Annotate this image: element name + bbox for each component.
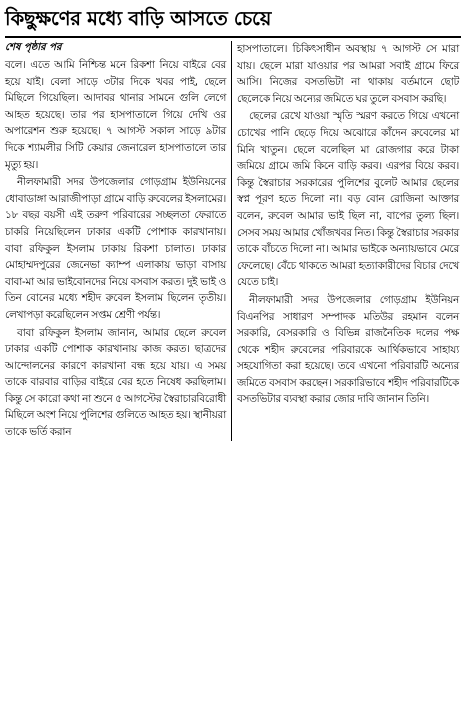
article-paragraph: নীলফামারী সদর উপজেলার গোড়গ্রাম ইউনিয়ন বিএনপির সাধারণ সম্পাদক মতিউর রহমান বলেন সরকারি, বেসরকারি ও বিভিন্ন রাজনৈতিক দলের পক্ষ থেকে শহীদ রুবেলের পরিবারকে আর্থিকভাবে সাহায্য সহযোগিতা করা হয়েছে। তবে এখনো পরিবারটি অন্যের জমিতে বসবাস করছেন। সরকারিভাবে শহীদ পরিবারটিকে বসতভিটার ব্যবস্থা করার জোর দাবি জানান তিনি। <box>237 293 459 406</box>
article-paragraph: বলে। এতে আমি নিশ্চিন্ত মনে রিকশা নিয়ে বাইরে বের হয়ে যাই। বেলা সাড়ে ৩টার দিকে খবর পাই, ছেলে মিছিলে গিয়েছিল। আদাবর থানার সামনে গুলি লেগে আহত হয়েছে। তার পর হাসপাতালে গিয়ে দেখি ওর অপারেশন শুরু হয়েছে। ৭ আগস্ট সকাল সাড়ে ৯টার দিকে শ্যামলীর সিটি কেয়ার জেনারেল হাসপাতালে তার মৃত্যু হয়। <box>5 59 226 171</box>
article-paragraph: নীলফামারী সদর উপজেলার গোড়গ্রাম ইউনিয়নের ধোবাডাঙ্গা আরাজীপাড়া গ্রামে বাড়ি রুবেলের ইসলামের। ১৮ বছর বয়সী এই তরুণ পরিবারের সচ্ছলতা ফেরাতে চাকরি নিয়েছিলেন ঢাকার একটি পোশাক কারখানায়। বাবা রফিকুল ইসলাম ঢাকায় রিকশা চালাত। ঢাকার মোহাম্মদপুরের জেনেভা ক্যাম্প এলাকায় ভাড়া বাসায় বাবা-মা আর ভাইবোনদের নিয়ে বসবাস করত। দুই ভাই ও তিন বোনের মধ্যে শহীদ রুবেল ইসলাম ছিলেন তৃতীয়। লেখাপড়া করেছিলেন সপ্তম শ্রেণী পর্যন্ত। <box>5 176 226 321</box>
left-column <box>5 41 232 441</box>
article-paragraph: বাবা রফিকুল ইসলাম জানান, আমার ছেলে রুবেল ঢাকার একটি পোশাক কারখানায় কাজ করত। ছাত্রদের আন্দোলনের কারণে কারখানা বন্ধ হয়ে যায়। এ সময় তাকে বারবার বাড়ির বাইরে বের হতে নিষেধ করছিলাম। কিন্তু সে কারো কথা না শুনে ৫ আগস্টের স্বৈরাচারবিরোধী মিছিলে অংশ নিয়ে পুলিশের গুলিতে আহত হয়। স্থানীয়রা তাকে ভর্তি করান <box>5 326 226 439</box>
headline-rule <box>5 36 461 38</box>
article-paragraph: ছেলের রেখে যাওয়া স্মৃতি স্মরণ করতে গিয়ে এখনো চোখের পানি ছেড়ে দিয়ে অঝোরে কাঁদেন রুবেলের মা মিনি খাতুন। ছেলে বলেছিল মা রোজগার করে টাকা জমিয়ে গ্রামে জমি কিনে বাড়ি করব। এরপর বিয়ে করব। কিন্তু স্বৈরাচার সরকারের পুলিশের বুলেট আমার ছেলের স্বপ্ন পূরণ হতে দিলো না। বড় বোন রোজিনা আক্তার বলেন, রুবেল আমার ভাই ছিল না, বাপের তুল্য ছিল। সেসব সময় আমার খোঁজখবর নিত। কিন্তু স্বৈরাচার সরকার তাকে বাঁচতে দিলো না। আমার ভাইকে অন্যায়ভাবে মেরে ফেলেছে। বেঁচে থাকতে আমরা হত্যাকারীদের বিচার দেখে যেতে চাই। <box>237 110 459 289</box>
continuation-kicker: শেষ পৃষ্ঠার পর <box>5 42 62 53</box>
right-column <box>232 41 459 408</box>
article-paragraph: হাসপাতালে। চিকিৎসাধীন অবস্থায় ৭ আগস্ট সে মারা যায়। ছেলে মারা যাওয়ার পর আমরা সবাই গ্রামে ফিরে আসি। নিজের বসতভিটা না থাকায় বর্তমানে ছোট ছেলেকে নিয়ে অন্যের জমিতে ঘর তুলে বসবাস করছি। <box>237 43 459 105</box>
article-columns <box>5 41 461 441</box>
headline: কিছুক্ষণের মধ্যে বাড়ি আসতে চেয়ে <box>5 7 272 30</box>
